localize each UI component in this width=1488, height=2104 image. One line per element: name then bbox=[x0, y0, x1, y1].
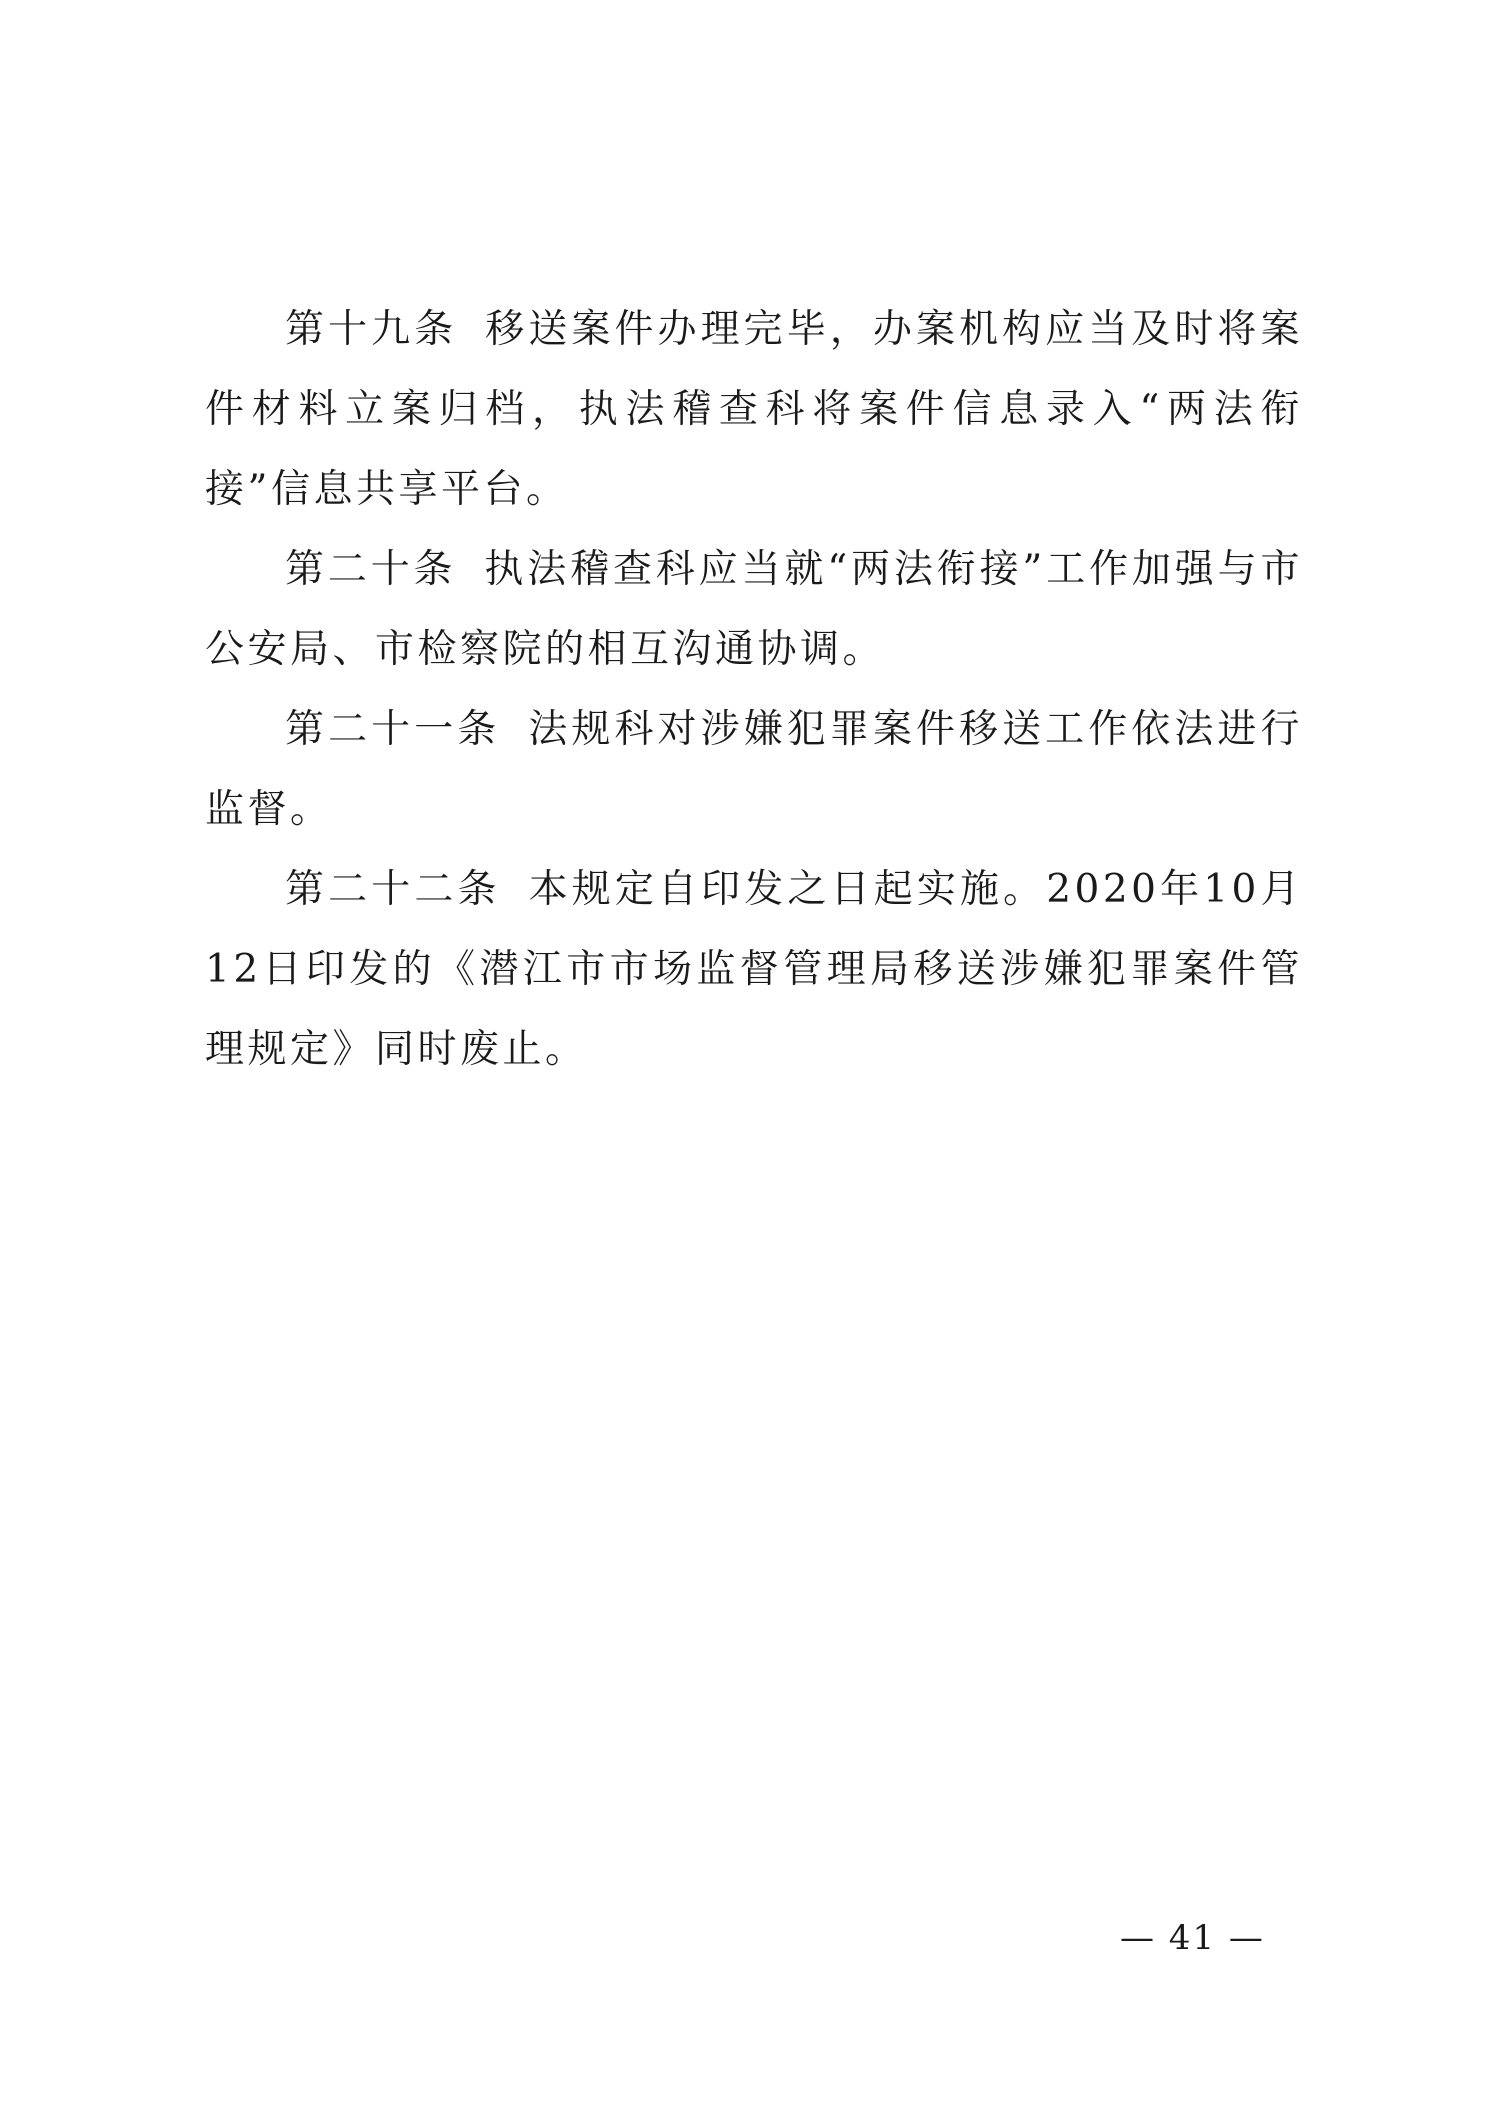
article-20 bbox=[205, 530, 1303, 690]
article-21 bbox=[205, 690, 1303, 850]
article-text: 执法稽查科应当就“两法衔接”工作加强与市公安局、市检察院的相互沟通协调。 bbox=[205, 547, 1303, 672]
article-22 bbox=[205, 850, 1303, 1090]
article-text: 本规定自印发之日起实施。2020年10月12日印发的《潜江市市场监督管理局移送涉嫌犯罪案件管理规定》同时废止。 bbox=[205, 867, 1303, 1072]
article-text: 法规科对涉嫌犯罪案件移送工作依法进行监督。 bbox=[205, 707, 1303, 832]
document-body bbox=[205, 290, 1303, 1090]
article-heading: 第二十条 bbox=[285, 547, 457, 592]
article-heading: 第十九条 bbox=[285, 307, 458, 352]
article-19 bbox=[205, 290, 1303, 530]
article-text: 移送案件办理完毕，办案机构应当及时将案件材料立案归档，执法稽查科将案件信息录入“两法衔接”信息共享平台。 bbox=[205, 307, 1303, 512]
page-number: — 41 — bbox=[1120, 1918, 1265, 1958]
article-heading: 第二十二条 bbox=[285, 867, 501, 912]
article-heading: 第二十一条 bbox=[285, 707, 501, 752]
